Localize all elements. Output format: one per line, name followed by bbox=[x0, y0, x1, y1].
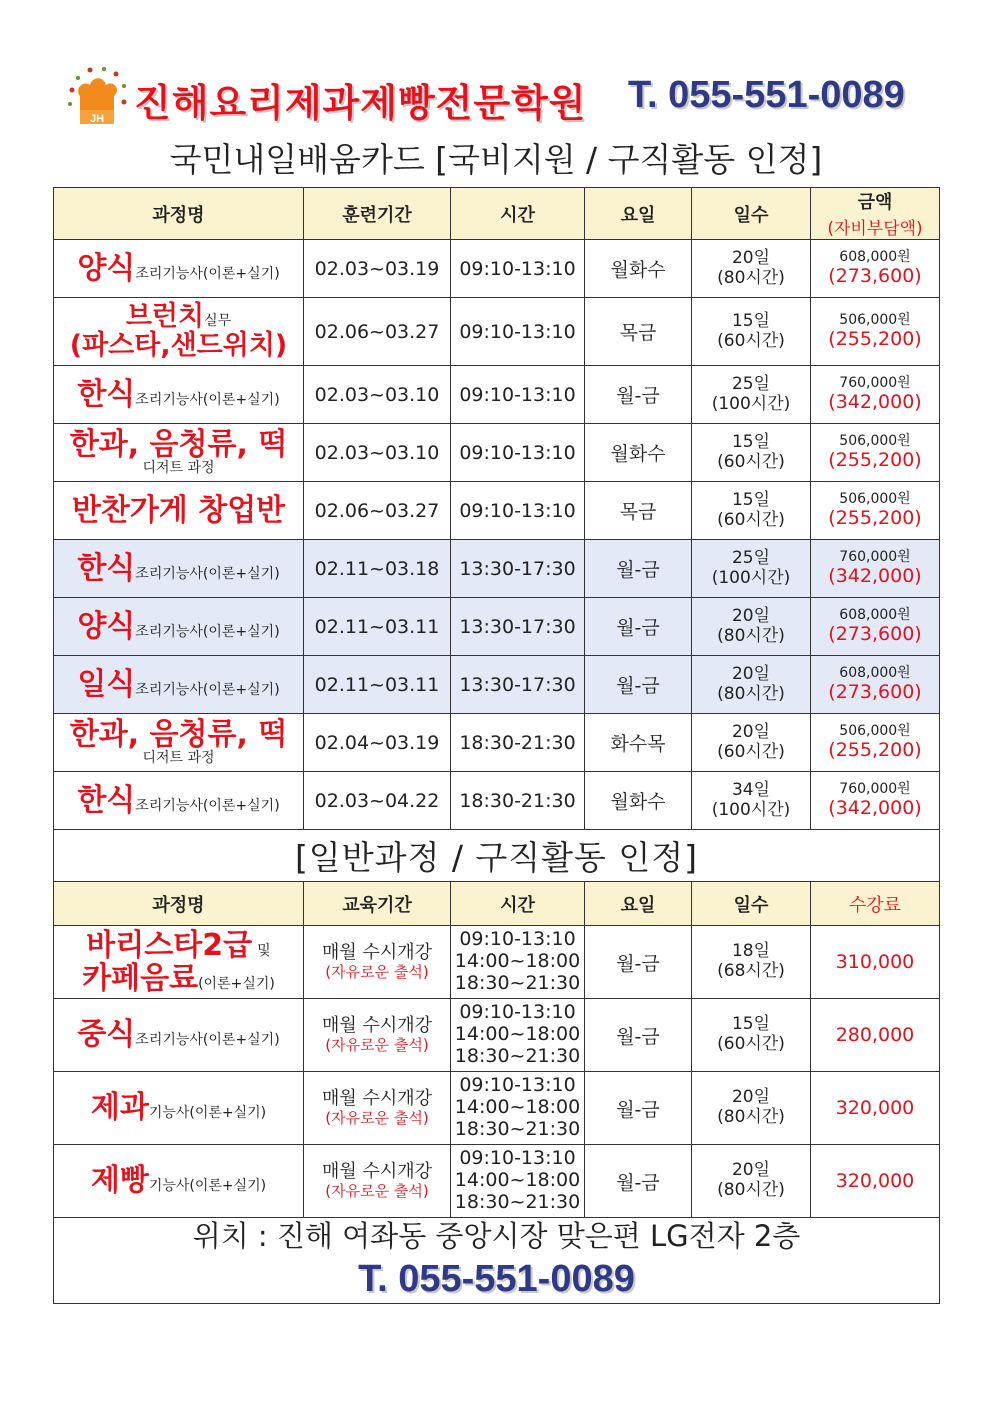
course-sub: 조리기능사(이론+실기) bbox=[135, 681, 280, 698]
course-self-pay: (255,200) bbox=[828, 448, 922, 471]
table-row bbox=[54, 1072, 940, 1145]
course-time: 13:30-17:30 bbox=[451, 540, 585, 598]
location-text: 위치 : 진해 여좌동 중앙시장 맞은편 LG전자 2층 bbox=[192, 1219, 801, 1253]
course-price-cell bbox=[811, 714, 940, 772]
course-price: 506,000원 bbox=[839, 491, 911, 508]
course-count-cell bbox=[692, 926, 811, 999]
course-time-3: 18:30~21:30 bbox=[454, 1117, 581, 1140]
course-price-cell bbox=[811, 598, 940, 656]
course-table bbox=[53, 187, 940, 1304]
course-period-note: (자유로운 출석) bbox=[325, 1181, 429, 1200]
table-row bbox=[54, 240, 940, 298]
course-days: 월-금 bbox=[585, 598, 692, 656]
course-count-cell bbox=[692, 772, 811, 830]
course-time: 09:10-13:10 bbox=[451, 482, 585, 540]
course-time-3: 18:30~21:30 bbox=[454, 971, 581, 994]
course-time: 13:30-17:30 bbox=[451, 598, 585, 656]
course-sub-2: (이론+실기) bbox=[198, 976, 275, 992]
course-period: 02.03~04.22 bbox=[304, 772, 451, 830]
header-count: 일수 bbox=[692, 188, 811, 240]
course-name-cell bbox=[54, 1072, 304, 1145]
section-title: [일반과정 / 구직활동 인정] bbox=[54, 830, 940, 882]
academy-name: 진해요리제과제빵전문학원 bbox=[134, 81, 587, 125]
course-name-cell bbox=[54, 1145, 304, 1218]
course-time-1: 09:10-13:10 bbox=[459, 1001, 576, 1024]
header-phone[interactable]: T. 055-551-0089 bbox=[628, 74, 905, 116]
footer-row bbox=[54, 1218, 940, 1304]
course-time-cell bbox=[451, 1072, 585, 1145]
course-count-cell bbox=[692, 482, 811, 540]
table-row bbox=[54, 999, 940, 1072]
chef-hat-logo-icon bbox=[64, 66, 128, 130]
header-fee: 수강료 bbox=[811, 882, 940, 926]
course-period: 매월 수시개강 bbox=[321, 1161, 433, 1183]
course-price-cell bbox=[811, 240, 940, 298]
header-period: 훈련기간 bbox=[304, 188, 451, 240]
course-sub: 실무 bbox=[204, 313, 232, 330]
course-price: 506,000원 bbox=[839, 433, 911, 450]
course-self-pay: (255,200) bbox=[828, 738, 922, 761]
table-row bbox=[54, 926, 940, 999]
course-hours: (80시간) bbox=[717, 1107, 785, 1127]
course-price-cell bbox=[811, 298, 940, 366]
course-days: 월화수 bbox=[585, 772, 692, 830]
course-price: 608,000원 bbox=[839, 249, 911, 266]
course-count-cell bbox=[692, 240, 811, 298]
course-period: 매월 수시개강 bbox=[321, 1015, 433, 1037]
table2-header-row bbox=[54, 882, 940, 926]
course-period: 02.03~03.10 bbox=[304, 424, 451, 482]
table-row bbox=[54, 1145, 940, 1218]
course-count-cell bbox=[692, 1145, 811, 1218]
course-price-cell bbox=[811, 366, 940, 424]
course-time-3: 18:30~21:30 bbox=[454, 1044, 581, 1067]
course-name: 바리스타2급 bbox=[86, 928, 253, 963]
course-period: 매월 수시개강 bbox=[321, 942, 433, 964]
course-period-note: (자유로운 출석) bbox=[325, 1108, 429, 1127]
course-sub: 조리기능사(이론+실기) bbox=[135, 797, 280, 814]
course-count-cell bbox=[692, 714, 811, 772]
header-course: 과정명 bbox=[54, 882, 304, 926]
table-row bbox=[54, 772, 940, 830]
course-name-cell bbox=[54, 926, 304, 999]
course-fee: 320,000 bbox=[811, 1072, 940, 1145]
course-time: 13:30-17:30 bbox=[451, 656, 585, 714]
course-price-cell bbox=[811, 424, 940, 482]
course-count: 15일 bbox=[731, 310, 771, 331]
course-count: 15일 bbox=[731, 431, 771, 452]
footer-phone[interactable]: T. 055-551-0089 bbox=[358, 1257, 635, 1300]
course-price: 760,000원 bbox=[839, 549, 911, 566]
course-days: 월-금 bbox=[585, 656, 692, 714]
course-count: 25일 bbox=[731, 547, 771, 568]
course-name-cell bbox=[54, 424, 304, 482]
table-row bbox=[54, 482, 940, 540]
course-name-cell bbox=[54, 772, 304, 830]
course-count: 20일 bbox=[731, 1160, 771, 1181]
course-hours: (60시간) bbox=[717, 509, 785, 530]
course-time-2: 14:00~18:00 bbox=[454, 1169, 581, 1192]
course-period: 02.11~03.18 bbox=[304, 540, 451, 598]
course-count-cell bbox=[692, 298, 811, 366]
course-count-cell bbox=[692, 999, 811, 1072]
course-self-pay: (273,600) bbox=[828, 680, 922, 703]
course-fee: 320,000 bbox=[811, 1145, 940, 1218]
course-name: 제과 bbox=[90, 1090, 149, 1126]
header-days: 요일 bbox=[585, 882, 692, 926]
course-days: 화수목 bbox=[585, 714, 692, 772]
course-days: 월-금 bbox=[585, 540, 692, 598]
course-days: 월화수 bbox=[585, 424, 692, 482]
course-name-cell bbox=[54, 540, 304, 598]
course-name: 제빵 bbox=[90, 1163, 149, 1199]
course-sub: 조리기능사(이론+실기) bbox=[135, 1032, 280, 1049]
course-count-cell bbox=[692, 424, 811, 482]
course-time: 09:10-13:10 bbox=[451, 424, 585, 482]
course-time-2: 14:00~18:00 bbox=[454, 1096, 581, 1119]
course-self-pay: (273,600) bbox=[828, 264, 922, 287]
page-subtitle: 국민내일배움카드 [국비지원 / 구직활동 인정] bbox=[169, 140, 823, 179]
course-days: 월화수 bbox=[585, 240, 692, 298]
course-count: 20일 bbox=[731, 1087, 771, 1108]
section-title-row bbox=[54, 830, 940, 882]
header-price-sub: (자비부담액) bbox=[827, 219, 923, 239]
course-name-cell bbox=[54, 298, 304, 366]
header-time: 시간 bbox=[451, 188, 585, 240]
course-time-cell bbox=[451, 926, 585, 999]
course-price: 760,000원 bbox=[839, 375, 911, 392]
course-hours: (60시간) bbox=[717, 741, 785, 762]
course-time: 18:30-21:30 bbox=[451, 772, 585, 830]
course-count-cell bbox=[692, 366, 811, 424]
course-self-pay: (273,600) bbox=[828, 622, 922, 645]
course-time-cell bbox=[451, 1145, 585, 1218]
course-sub: 및 bbox=[257, 943, 271, 959]
course-time-cell bbox=[451, 999, 585, 1072]
course-self-pay: (342,000) bbox=[828, 796, 922, 819]
course-fee: 280,000 bbox=[811, 999, 940, 1072]
header-price-label: 금액 bbox=[857, 192, 893, 213]
course-name: 한식 bbox=[77, 376, 136, 412]
course-sub: 디저트 과정 bbox=[142, 749, 215, 766]
course-count-cell bbox=[692, 1072, 811, 1145]
course-price: 608,000원 bbox=[839, 665, 911, 682]
course-self-pay: (255,200) bbox=[828, 506, 922, 529]
course-time: 09:10-13:10 bbox=[451, 240, 585, 298]
table-row bbox=[54, 714, 940, 772]
course-hours: (80시간) bbox=[717, 267, 785, 288]
table-row bbox=[54, 598, 940, 656]
course-period: 02.11~03.11 bbox=[304, 598, 451, 656]
header-count: 일수 bbox=[692, 882, 811, 926]
course-count: 20일 bbox=[731, 721, 771, 742]
course-count: 15일 bbox=[731, 1014, 771, 1035]
course-days: 월-금 bbox=[585, 999, 692, 1072]
course-period: 02.11~03.11 bbox=[304, 656, 451, 714]
course-period: 02.03~03.10 bbox=[304, 366, 451, 424]
course-hours: (100시간) bbox=[711, 567, 791, 588]
course-price: 506,000원 bbox=[839, 312, 911, 329]
course-time-1: 09:10-13:10 bbox=[459, 1074, 576, 1097]
course-name: 양식 bbox=[77, 250, 136, 286]
course-hours: (80시간) bbox=[717, 625, 785, 646]
course-hours: (80시간) bbox=[717, 1180, 785, 1200]
course-price-cell bbox=[811, 482, 940, 540]
course-self-pay: (255,200) bbox=[828, 327, 922, 350]
course-self-pay: (342,000) bbox=[828, 564, 922, 587]
course-name-cell bbox=[54, 366, 304, 424]
course-count-cell bbox=[692, 656, 811, 714]
course-name-cell bbox=[54, 714, 304, 772]
course-days: 월-금 bbox=[585, 1145, 692, 1218]
course-time-2: 14:00~18:00 bbox=[454, 1023, 581, 1046]
course-name: 양식 bbox=[77, 608, 136, 644]
course-hours: (80시간) bbox=[717, 683, 785, 704]
course-self-pay: (342,000) bbox=[828, 390, 922, 413]
course-sub: 디저트 과정 bbox=[142, 459, 215, 476]
course-days: 목금 bbox=[585, 482, 692, 540]
course-price-cell bbox=[811, 772, 940, 830]
header-course: 과정명 bbox=[54, 188, 304, 240]
table-row bbox=[54, 424, 940, 482]
course-name: 한식 bbox=[77, 550, 136, 586]
course-count: 20일 bbox=[731, 605, 771, 626]
course-hours: (100시간) bbox=[711, 393, 791, 414]
course-days: 월-금 bbox=[585, 1072, 692, 1145]
header-time: 시간 bbox=[451, 882, 585, 926]
course-sub: 조리기능사(이론+실기) bbox=[135, 265, 280, 282]
course-period: 매월 수시개강 bbox=[321, 1088, 433, 1110]
course-period-note: (자유로운 출석) bbox=[325, 1035, 429, 1054]
table-row bbox=[54, 540, 940, 598]
course-period-cell bbox=[304, 926, 451, 999]
course-days: 월-금 bbox=[585, 366, 692, 424]
course-count: 25일 bbox=[731, 373, 771, 394]
course-name-2: 카페음료 bbox=[82, 961, 199, 996]
table-row bbox=[54, 298, 940, 366]
course-hours: (60시간) bbox=[717, 451, 785, 472]
table-row bbox=[54, 366, 940, 424]
course-sub: 조리기능사(이론+실기) bbox=[135, 623, 280, 640]
course-price-cell bbox=[811, 656, 940, 714]
course-name: 한과, 음청류, 떡 bbox=[69, 427, 288, 463]
course-days: 월-금 bbox=[585, 926, 692, 999]
course-time: 18:30-21:30 bbox=[451, 714, 585, 772]
header-days: 요일 bbox=[585, 188, 692, 240]
course-time-2: 14:00~18:00 bbox=[454, 950, 581, 973]
course-count: 20일 bbox=[731, 663, 771, 684]
course-period-cell bbox=[304, 999, 451, 1072]
header bbox=[0, 62, 992, 142]
course-time-1: 09:10-13:10 bbox=[459, 928, 576, 951]
course-price-cell bbox=[811, 540, 940, 598]
course-hours: (60시간) bbox=[717, 1034, 785, 1054]
course-hours: (60시간) bbox=[717, 330, 785, 351]
course-count: 20일 bbox=[731, 247, 771, 268]
course-period: 02.06~03.27 bbox=[304, 482, 451, 540]
course-days: 목금 bbox=[585, 298, 692, 366]
course-count: 15일 bbox=[731, 489, 771, 510]
course-time: 09:10-13:10 bbox=[451, 366, 585, 424]
course-name-cell bbox=[54, 656, 304, 714]
course-name-cell bbox=[54, 999, 304, 1072]
course-hours: (68시간) bbox=[717, 961, 785, 981]
course-time-3: 18:30~21:30 bbox=[454, 1190, 581, 1213]
course-count: 34일 bbox=[731, 779, 771, 800]
course-name-cell bbox=[54, 482, 304, 540]
logo-text: JH bbox=[89, 113, 105, 125]
course-period: 02.04~03.19 bbox=[304, 714, 451, 772]
course-name: 중식 bbox=[77, 1017, 136, 1053]
course-sub: 조리기능사(이론+실기) bbox=[135, 565, 280, 582]
course-time: 09:10-13:10 bbox=[451, 298, 585, 366]
header-price bbox=[811, 188, 940, 240]
course-period-cell bbox=[304, 1072, 451, 1145]
course-period-note: (자유로운 출석) bbox=[325, 962, 429, 981]
course-name-2: (파스타,샌드위치) bbox=[69, 329, 288, 361]
course-name: 한식 bbox=[77, 782, 136, 818]
course-name: 브런치 bbox=[125, 301, 205, 333]
table1-header-row bbox=[54, 188, 940, 240]
footer-cell bbox=[54, 1218, 940, 1304]
course-count-cell bbox=[692, 598, 811, 656]
course-name-cell bbox=[54, 240, 304, 298]
course-count: 18일 bbox=[731, 941, 771, 962]
course-price: 608,000원 bbox=[839, 607, 911, 624]
course-price: 506,000원 bbox=[839, 723, 911, 740]
course-period: 02.06~03.27 bbox=[304, 298, 451, 366]
course-name-cell bbox=[54, 598, 304, 656]
course-period: 02.03~03.19 bbox=[304, 240, 451, 298]
course-name: 반찬가게 창업반 bbox=[71, 492, 286, 528]
course-time-1: 09:10-13:10 bbox=[459, 1147, 576, 1170]
course-count-cell bbox=[692, 540, 811, 598]
course-name: 일식 bbox=[77, 666, 136, 702]
header-period: 교육기간 bbox=[304, 882, 451, 926]
course-name: 한과, 음청류, 떡 bbox=[69, 717, 288, 753]
course-sub: 기능사(이론+실기) bbox=[148, 1178, 267, 1195]
course-price: 760,000원 bbox=[839, 781, 911, 798]
course-period-cell bbox=[304, 1145, 451, 1218]
course-hours: (100시간) bbox=[711, 799, 791, 820]
course-sub: 기능사(이론+실기) bbox=[148, 1105, 267, 1122]
course-fee: 310,000 bbox=[811, 926, 940, 999]
table-row bbox=[54, 656, 940, 714]
course-sub: 조리기능사(이론+실기) bbox=[135, 391, 280, 408]
